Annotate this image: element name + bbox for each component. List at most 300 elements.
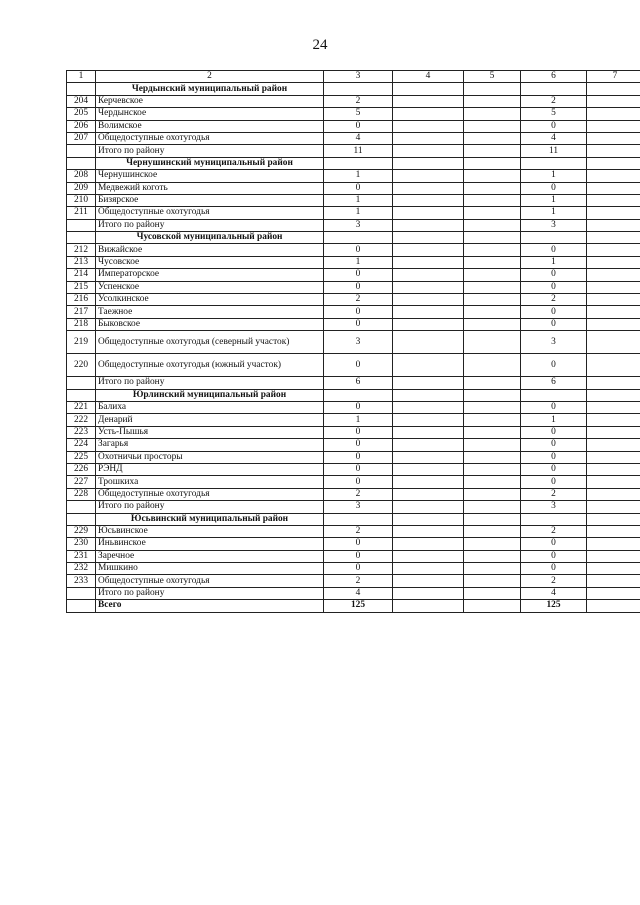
row-number-cell: 211	[67, 207, 96, 219]
ground-name-cell: Быковское	[96, 318, 324, 330]
row-number-cell: 232	[67, 563, 96, 575]
table-row	[67, 401, 640, 413]
value-cell-col7	[587, 354, 640, 377]
row-number-cell: 231	[67, 550, 96, 562]
row-number-cell: 215	[67, 281, 96, 293]
district-title: Чернушинский муниципальный район	[96, 157, 324, 169]
value-cell-col6: 4	[521, 132, 587, 144]
value-cell-col7	[587, 306, 640, 318]
table-row	[67, 525, 640, 537]
value-cell-col6: 0	[521, 354, 587, 377]
row-number-cell	[67, 389, 96, 401]
ground-name-cell: Успенское	[96, 281, 324, 293]
column-header: 3	[324, 71, 393, 83]
district-total-row	[67, 501, 640, 513]
value-cell-col7	[587, 476, 640, 488]
value-cell-col5	[464, 354, 521, 377]
value-cell-col7	[587, 244, 640, 256]
ground-name-cell: Мишкино	[96, 563, 324, 575]
column-header: 7	[587, 71, 640, 83]
value-cell-col7	[587, 95, 640, 107]
value-cell-col4	[393, 439, 464, 451]
table-row	[67, 132, 640, 144]
value-cell-col4	[393, 476, 464, 488]
value-cell-col4	[393, 354, 464, 377]
value-cell	[587, 389, 640, 401]
value-cell-col5	[464, 306, 521, 318]
table-row	[67, 439, 640, 451]
ground-name-cell: Балиха	[96, 401, 324, 413]
table-row	[67, 331, 640, 354]
row-number-cell: 219	[67, 331, 96, 354]
table-row	[67, 269, 640, 281]
value-cell-col4	[393, 207, 464, 219]
value-cell-col6: 0	[521, 120, 587, 132]
table-row	[67, 476, 640, 488]
value-cell-col6: 0	[521, 538, 587, 550]
value-cell-col4	[393, 170, 464, 182]
table-row	[67, 550, 640, 562]
total-value-col6: 3	[521, 219, 587, 231]
ground-name-cell: Усолкинское	[96, 294, 324, 306]
row-number-cell: 207	[67, 132, 96, 144]
value-cell	[521, 83, 587, 95]
value-cell-col7	[587, 318, 640, 330]
value-cell	[521, 513, 587, 525]
table-row	[67, 244, 640, 256]
value-cell-col5	[464, 525, 521, 537]
row-number-cell: 226	[67, 463, 96, 475]
value-cell-col5	[464, 463, 521, 475]
value-cell-col3: 1	[324, 170, 393, 182]
value-cell-col3: 0	[324, 426, 393, 438]
total-label-cell: Итого по району	[96, 501, 324, 513]
value-cell-col6: 2	[521, 488, 587, 500]
value-cell-col7	[587, 501, 640, 513]
ground-name-cell: Керчевское	[96, 95, 324, 107]
value-cell-col3: 2	[324, 575, 393, 587]
value-cell-col5	[464, 244, 521, 256]
value-cell-col4	[393, 318, 464, 330]
value-cell	[521, 232, 587, 244]
value-cell-col7	[587, 525, 640, 537]
row-number-cell	[67, 587, 96, 599]
grand-total-label: Всего	[96, 600, 324, 612]
district-total-row	[67, 145, 640, 157]
value-cell-col7	[587, 463, 640, 475]
value-cell-col4	[393, 501, 464, 513]
value-cell-col4	[393, 451, 464, 463]
row-number-cell: 206	[67, 120, 96, 132]
row-number-cell: 221	[67, 401, 96, 413]
value-cell-col4	[393, 488, 464, 500]
value-cell-col4	[393, 145, 464, 157]
value-cell-col5	[464, 132, 521, 144]
value-cell-col5	[464, 575, 521, 587]
value-cell-col3: 2	[324, 95, 393, 107]
ground-name-cell: Иньвинское	[96, 538, 324, 550]
row-number-cell: 227	[67, 476, 96, 488]
table-row	[67, 281, 640, 293]
grand-total-row	[67, 600, 640, 612]
ground-name-cell: Бизярское	[96, 194, 324, 206]
value-cell-col6: 0	[521, 439, 587, 451]
table-row	[67, 414, 640, 426]
value-cell-col3: 0	[324, 538, 393, 550]
row-number-cell: 229	[67, 525, 96, 537]
row-number-cell: 213	[67, 256, 96, 268]
ground-name-cell: Императорское	[96, 269, 324, 281]
value-cell-col7	[587, 108, 640, 120]
value-cell	[521, 389, 587, 401]
value-cell-col3: 0	[324, 401, 393, 413]
table-row	[67, 194, 640, 206]
value-cell-col5	[464, 318, 521, 330]
district-total-row	[67, 587, 640, 599]
value-cell-col5	[464, 145, 521, 157]
value-cell-col5	[464, 108, 521, 120]
row-number-cell: 228	[67, 488, 96, 500]
value-cell-col7	[587, 538, 640, 550]
value-cell	[393, 389, 464, 401]
value-cell-col5	[464, 256, 521, 268]
value-cell	[464, 389, 521, 401]
value-cell-col3: 0	[324, 120, 393, 132]
value-cell-col7	[587, 426, 640, 438]
ground-name-cell: Усть-Пышья	[96, 426, 324, 438]
value-cell-col7	[587, 256, 640, 268]
table-body	[67, 71, 640, 613]
value-cell	[587, 157, 640, 169]
table-row	[67, 451, 640, 463]
section-header-row	[67, 83, 640, 95]
total-value-col6: 11	[521, 145, 587, 157]
row-number-cell: 230	[67, 538, 96, 550]
ground-name-cell: Общедоступные охотугодья	[96, 207, 324, 219]
value-cell-col4	[393, 281, 464, 293]
value-cell-col4	[393, 550, 464, 562]
value-cell-col5	[464, 120, 521, 132]
column-header: 2	[96, 71, 324, 83]
total-value-col3: 3	[324, 219, 393, 231]
value-cell-col3: 2	[324, 525, 393, 537]
value-cell	[464, 157, 521, 169]
value-cell-col5	[464, 401, 521, 413]
value-cell-col4	[393, 563, 464, 575]
value-cell-col6: 1	[521, 256, 587, 268]
table-row	[67, 426, 640, 438]
value-cell-col4	[393, 219, 464, 231]
value-cell-col6: 0	[521, 550, 587, 562]
total-label-cell: Итого по району	[96, 219, 324, 231]
value-cell	[464, 83, 521, 95]
value-cell	[587, 513, 640, 525]
value-cell-col5	[464, 170, 521, 182]
value-cell-col6: 0	[521, 281, 587, 293]
value-cell-col3: 1	[324, 194, 393, 206]
row-number-cell: 210	[67, 194, 96, 206]
value-cell-col3: 0	[324, 550, 393, 562]
value-cell-col6: 0	[521, 182, 587, 194]
value-cell-col6: 1	[521, 170, 587, 182]
ground-name-cell: Вижайское	[96, 244, 324, 256]
table-row	[67, 294, 640, 306]
value-cell-col7	[587, 132, 640, 144]
ground-name-cell: Заречное	[96, 550, 324, 562]
value-cell-col6: 0	[521, 476, 587, 488]
value-cell-col5	[464, 207, 521, 219]
row-number-cell: 212	[67, 244, 96, 256]
ground-name-cell: Общедоступные охотугодья (северный участок)	[96, 331, 324, 354]
value-cell-col3: 2	[324, 488, 393, 500]
value-cell-col4	[393, 525, 464, 537]
value-cell-col5	[464, 269, 521, 281]
row-number-cell	[67, 377, 96, 389]
value-cell-col7	[587, 451, 640, 463]
table-row	[67, 488, 640, 500]
ground-name-cell: Юсьвинское	[96, 525, 324, 537]
table-row	[67, 120, 640, 132]
row-number-cell	[67, 600, 96, 612]
table-row	[67, 108, 640, 120]
value-cell-col3: 0	[324, 269, 393, 281]
value-cell-col3: 0	[324, 281, 393, 293]
value-cell-col4	[393, 600, 464, 612]
value-cell-col6: 0	[521, 426, 587, 438]
value-cell-col3: 0	[324, 451, 393, 463]
value-cell-col7	[587, 587, 640, 599]
total-value-col3: 3	[324, 501, 393, 513]
row-number-cell: 223	[67, 426, 96, 438]
value-cell-col6: 5	[521, 108, 587, 120]
value-cell-col7	[587, 600, 640, 612]
column-header: 1	[67, 71, 96, 83]
ground-name-cell: Трошкиха	[96, 476, 324, 488]
section-header-row	[67, 232, 640, 244]
row-number-cell: 224	[67, 439, 96, 451]
value-cell-col4	[393, 294, 464, 306]
value-cell-col6: 2	[521, 95, 587, 107]
value-cell-col3: 0	[324, 463, 393, 475]
value-cell-col5	[464, 587, 521, 599]
value-cell-col5	[464, 331, 521, 354]
row-number-cell: 216	[67, 294, 96, 306]
row-number-cell	[67, 83, 96, 95]
table-row	[67, 463, 640, 475]
value-cell-col5	[464, 439, 521, 451]
value-cell-col3: 0	[324, 182, 393, 194]
row-number-cell: 208	[67, 170, 96, 182]
value-cell-col7	[587, 219, 640, 231]
value-cell-col3: 0	[324, 318, 393, 330]
value-cell-col7	[587, 563, 640, 575]
value-cell	[587, 83, 640, 95]
total-value-col3: 4	[324, 587, 393, 599]
value-cell-col7	[587, 377, 640, 389]
value-cell-col3: 1	[324, 207, 393, 219]
value-cell-col5	[464, 476, 521, 488]
ground-name-cell: Чердынское	[96, 108, 324, 120]
ground-name-cell: Чернушинское	[96, 170, 324, 182]
value-cell	[587, 232, 640, 244]
value-cell-col4	[393, 426, 464, 438]
total-label-cell: Итого по району	[96, 145, 324, 157]
value-cell-col3: 0	[324, 476, 393, 488]
total-value-col3: 6	[324, 377, 393, 389]
value-cell-col3: 1	[324, 414, 393, 426]
value-cell-col5	[464, 426, 521, 438]
value-cell-col3: 2	[324, 294, 393, 306]
table-row	[67, 182, 640, 194]
total-label-cell: Итого по району	[96, 377, 324, 389]
value-cell-col4	[393, 575, 464, 587]
total-value-col6: 3	[521, 501, 587, 513]
value-cell-col7	[587, 550, 640, 562]
value-cell-col6: 0	[521, 269, 587, 281]
section-header-row	[67, 513, 640, 525]
value-cell-col5	[464, 550, 521, 562]
value-cell	[393, 83, 464, 95]
row-number-cell: 225	[67, 451, 96, 463]
ground-name-cell: Загарья	[96, 439, 324, 451]
value-cell-col4	[393, 256, 464, 268]
value-cell-col4	[393, 463, 464, 475]
ground-name-cell: РЭНД	[96, 463, 324, 475]
value-cell-col3: 0	[324, 306, 393, 318]
row-number-cell	[67, 157, 96, 169]
value-cell	[324, 83, 393, 95]
value-cell-col6: 0	[521, 306, 587, 318]
value-cell	[324, 389, 393, 401]
value-cell-col3: 4	[324, 132, 393, 144]
value-cell-col5	[464, 281, 521, 293]
value-cell-col7	[587, 194, 640, 206]
value-cell-col4	[393, 244, 464, 256]
total-value-col6: 6	[521, 377, 587, 389]
row-number-cell: 222	[67, 414, 96, 426]
value-cell	[521, 157, 587, 169]
ground-name-cell: Волимское	[96, 120, 324, 132]
district-total-row	[67, 377, 640, 389]
value-cell-col3: 5	[324, 108, 393, 120]
value-cell-col7	[587, 182, 640, 194]
value-cell-col4	[393, 587, 464, 599]
ground-name-cell: Денарий	[96, 414, 324, 426]
value-cell-col6: 2	[521, 525, 587, 537]
value-cell-col6: 3	[521, 331, 587, 354]
value-cell-col3: 0	[324, 563, 393, 575]
value-cell	[393, 157, 464, 169]
total-value-col6: 4	[521, 587, 587, 599]
value-cell	[393, 513, 464, 525]
table-row	[67, 256, 640, 268]
value-cell-col4	[393, 331, 464, 354]
value-cell-col6: 0	[521, 463, 587, 475]
row-number-cell	[67, 219, 96, 231]
section-header-row	[67, 389, 640, 401]
row-number-cell: 205	[67, 108, 96, 120]
value-cell-col7	[587, 414, 640, 426]
value-cell-col7	[587, 120, 640, 132]
row-number-cell: 218	[67, 318, 96, 330]
grand-total-col6: 125	[521, 600, 587, 612]
page-number: 24	[312, 37, 328, 53]
value-cell-col4	[393, 194, 464, 206]
ground-name-cell: Чусовское	[96, 256, 324, 268]
table-row	[67, 170, 640, 182]
table-row	[67, 538, 640, 550]
value-cell-col5	[464, 219, 521, 231]
value-cell-col7	[587, 439, 640, 451]
hunting-grounds-table	[66, 70, 640, 613]
total-value-col3: 11	[324, 145, 393, 157]
table-row	[67, 95, 640, 107]
row-number-cell: 209	[67, 182, 96, 194]
value-cell-col4	[393, 95, 464, 107]
value-cell-col4	[393, 108, 464, 120]
row-number-cell: 220	[67, 354, 96, 377]
value-cell-col6: 0	[521, 563, 587, 575]
value-cell	[393, 232, 464, 244]
value-cell-col7	[587, 401, 640, 413]
value-cell-col4	[393, 401, 464, 413]
value-cell-col6: 1	[521, 207, 587, 219]
ground-name-cell: Общедоступные охотугодья	[96, 575, 324, 587]
value-cell-col7	[587, 269, 640, 281]
table-row	[67, 563, 640, 575]
column-header: 6	[521, 71, 587, 83]
value-cell-col5	[464, 182, 521, 194]
table-row	[67, 354, 640, 377]
row-number-cell: 217	[67, 306, 96, 318]
row-number-cell	[67, 501, 96, 513]
value-cell-col6: 0	[521, 401, 587, 413]
value-cell-col5	[464, 563, 521, 575]
grand-total-col3: 125	[324, 600, 393, 612]
total-label-cell: Итого по району	[96, 587, 324, 599]
district-title: Юрлинский муниципальный район	[96, 389, 324, 401]
value-cell	[324, 232, 393, 244]
table-row	[67, 318, 640, 330]
value-cell-col6: 0	[521, 451, 587, 463]
value-cell-col6: 1	[521, 194, 587, 206]
value-cell-col7	[587, 331, 640, 354]
value-cell-col5	[464, 501, 521, 513]
value-cell-col5	[464, 194, 521, 206]
district-total-row	[67, 219, 640, 231]
district-title: Чердынский муниципальный район	[96, 83, 324, 95]
value-cell	[464, 513, 521, 525]
value-cell-col3: 0	[324, 439, 393, 451]
value-cell-col7	[587, 207, 640, 219]
ground-name-cell: Общедоступные охотугодья	[96, 132, 324, 144]
row-number-cell	[67, 513, 96, 525]
ground-name-cell: Таежное	[96, 306, 324, 318]
value-cell-col5	[464, 538, 521, 550]
value-cell-col4	[393, 377, 464, 389]
column-header: 4	[393, 71, 464, 83]
value-cell-col5	[464, 488, 521, 500]
ground-name-cell: Общедоступные охотугодья	[96, 488, 324, 500]
value-cell-col4	[393, 538, 464, 550]
value-cell-col7	[587, 294, 640, 306]
row-number-cell: 214	[67, 269, 96, 281]
ground-name-cell: Охотничьи просторы	[96, 451, 324, 463]
value-cell-col5	[464, 95, 521, 107]
value-cell-col7	[587, 170, 640, 182]
row-number-cell	[67, 145, 96, 157]
district-title: Юсьвинский муниципальный район	[96, 513, 324, 525]
